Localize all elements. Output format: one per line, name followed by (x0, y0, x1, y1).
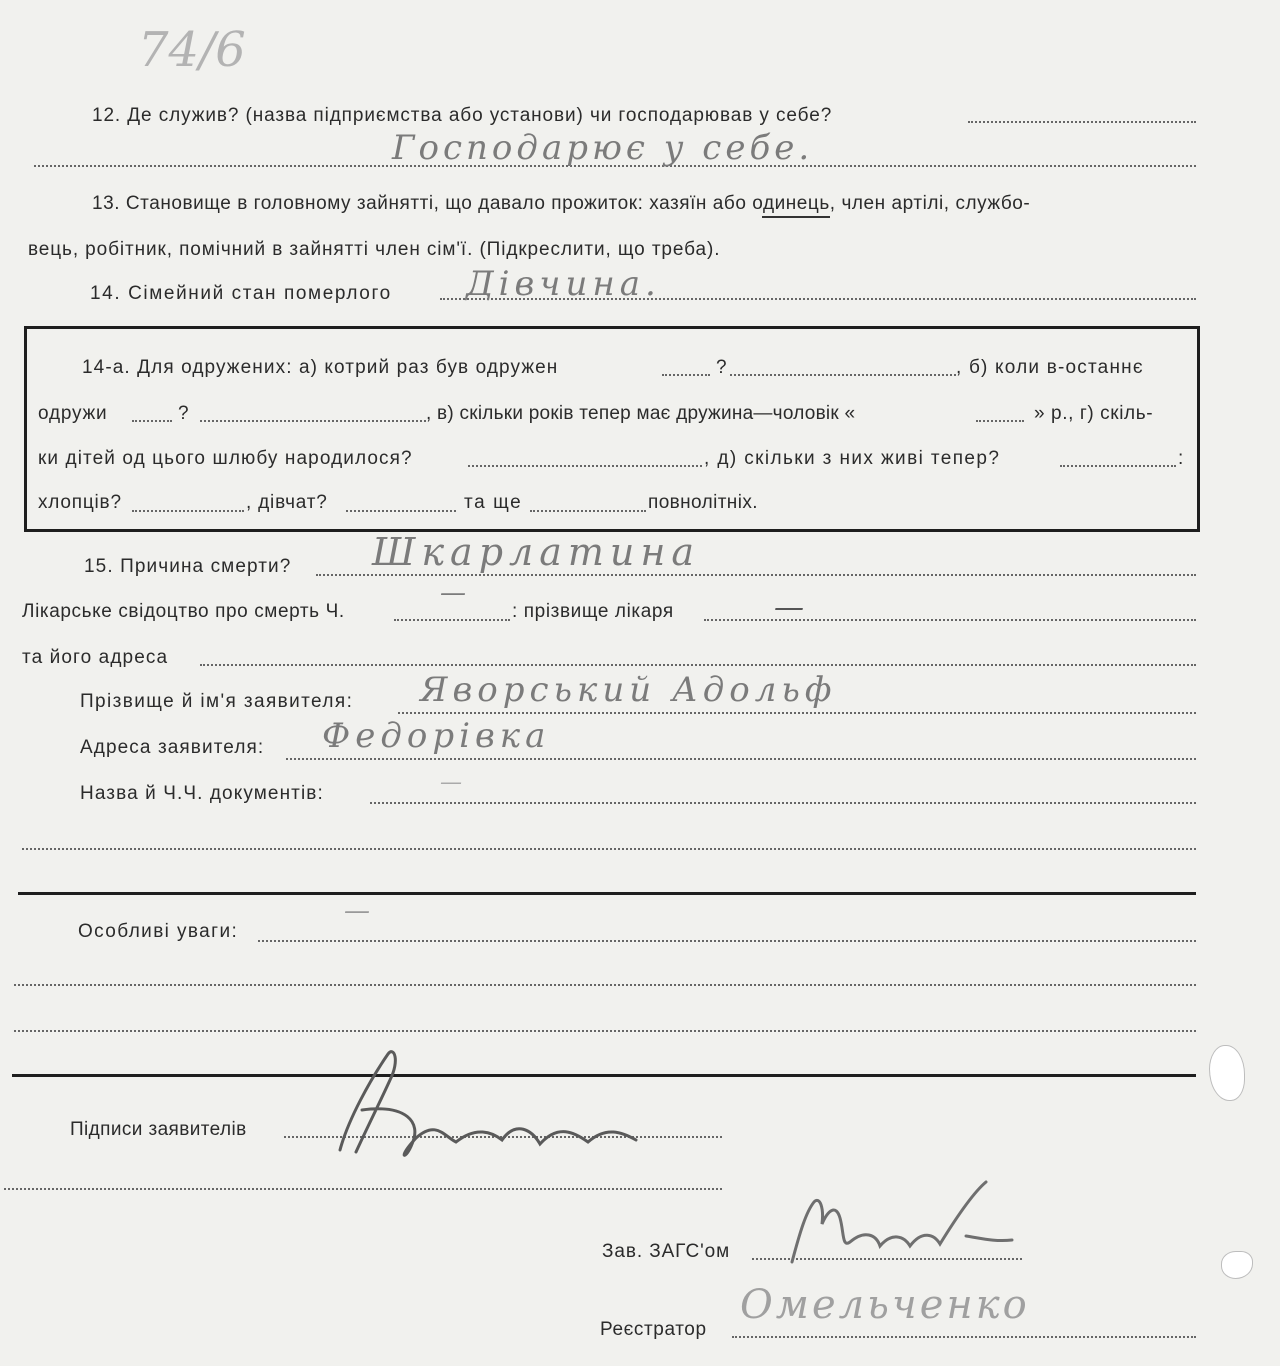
page-number: 74/6 (138, 22, 246, 78)
q15-answer[interactable]: Шкарлатина (372, 530, 701, 574)
applicants-signature-line-2 (4, 1188, 722, 1190)
q14a-last-married-field-2[interactable] (200, 420, 426, 422)
q14a-l2-q: ? (178, 403, 189, 424)
applicant-name-line (398, 712, 1196, 714)
applicant-address-label: Адреса заявителя: (80, 737, 265, 758)
zags-signature-mark (780, 1172, 1020, 1282)
registrar-label: Реєстратор (600, 1319, 707, 1340)
cert-number-line (394, 619, 510, 621)
q14a-l4-b: , дівчат? (246, 492, 328, 513)
applicant-address-line (286, 758, 1196, 760)
cert-address-label: та його адреса (22, 647, 169, 668)
cert-number-value[interactable]: — (440, 578, 466, 608)
q14a-spouse-age-field[interactable] (976, 420, 1024, 422)
applicant-name-value[interactable]: Яворський Адольф (420, 670, 837, 710)
applicant-address-value[interactable]: Федорівка (322, 716, 551, 756)
paper-tear-mark-2 (1222, 1252, 1252, 1278)
applicant-docs-value[interactable]: — (440, 770, 462, 795)
applicant-name-label: Прізвище й ім'я заявителя: (80, 691, 354, 712)
applicant-docs-label: Назва й Ч.Ч. документів: (80, 783, 324, 804)
applicants-signature-mark (326, 1040, 686, 1170)
q14-answer[interactable]: Дівчина. (466, 264, 661, 304)
divider-1 (18, 892, 1196, 895)
q14a-l4-c: та ще (464, 492, 523, 513)
notes-value[interactable]: — (344, 896, 370, 926)
q14a-l1-a: 14-а. Для одружених: а) котрий раз був одружен (82, 357, 559, 378)
notes-line-3 (14, 1030, 1196, 1032)
q15-label: 15. Причина смерти? (84, 556, 292, 577)
registrar-signature: Омельченко (740, 1282, 1030, 1328)
q14-label: 14. Сімейний стан померлого (90, 283, 392, 304)
q14a-last-married-field[interactable] (132, 420, 172, 422)
notes-line-2 (14, 984, 1196, 986)
q14a-l2-a: одружи (38, 403, 108, 424)
q14a-l3-c: : (1178, 448, 1184, 469)
applicants-signature-label: Підписи заявителів (70, 1119, 247, 1140)
zags-label: Зав. ЗАГС'ом (602, 1241, 731, 1262)
zags-signature-text (820, 1220, 824, 1221)
q14a-l1-b: , б) коли в-останнє (956, 357, 1144, 378)
q12-label: 12. Де служив? (назва підприємства або установи) чи господарював у себе? (92, 105, 833, 126)
applicants-signature-text (420, 1100, 426, 1101)
q13-line-1: 13. Становище в головному зайнятті, що давало прожиток: хазяїн або одинець, член артілі, службо- (92, 193, 1031, 214)
cert-doctor-value[interactable]: — (774, 590, 804, 625)
q14a-l3-a: ки дітей од цього шлюбу народилося? (38, 448, 413, 469)
q13-line-2: вець, робітник, помічний в зайнятті член сім'ї. (Підкреслити, що треба). (28, 239, 721, 260)
notes-line-1 (258, 940, 1196, 942)
applicant-docs-line-2 (22, 848, 1196, 850)
q14a-l4-a: хлопців? (38, 492, 122, 513)
cert-address-line (200, 664, 1196, 666)
q14a-l3-b: , д) скільки з них живі тепер? (704, 448, 1001, 469)
q13-underline-hazyain (762, 216, 830, 218)
q14a-l2-c: » р., г) скіль- (1034, 403, 1154, 424)
q15-line (316, 574, 1196, 576)
q14a-children-born-field[interactable] (468, 465, 702, 467)
q14a-l1-q: ? (716, 357, 727, 378)
cert-label: Лікарське свідоцтво про смерть Ч. (22, 601, 345, 622)
q14a-times-married-field-2[interactable] (730, 374, 956, 376)
registrar-line (732, 1336, 1196, 1338)
applicant-docs-line (370, 802, 1196, 804)
q12-line-1 (968, 121, 1196, 123)
q14a-l4-d: повнолітніх. (648, 492, 758, 513)
q14a-children-alive-field[interactable] (1060, 465, 1176, 467)
cert-doctor-label: : прізвище лікаря (512, 601, 674, 622)
q12-answer[interactable]: Господарює у себе. (392, 128, 814, 168)
notes-label: Особливі уваги: (78, 921, 239, 942)
q14a-boys-field[interactable] (132, 510, 244, 512)
q14a-times-married-field[interactable] (662, 374, 710, 376)
q14a-adults-field[interactable] (530, 510, 646, 512)
q14a-girls-field[interactable] (346, 510, 456, 512)
paper-tear-mark-1 (1210, 1046, 1244, 1100)
q14a-l2-b: , в) скільки років тепер має дружина—чоловік « (426, 403, 856, 424)
